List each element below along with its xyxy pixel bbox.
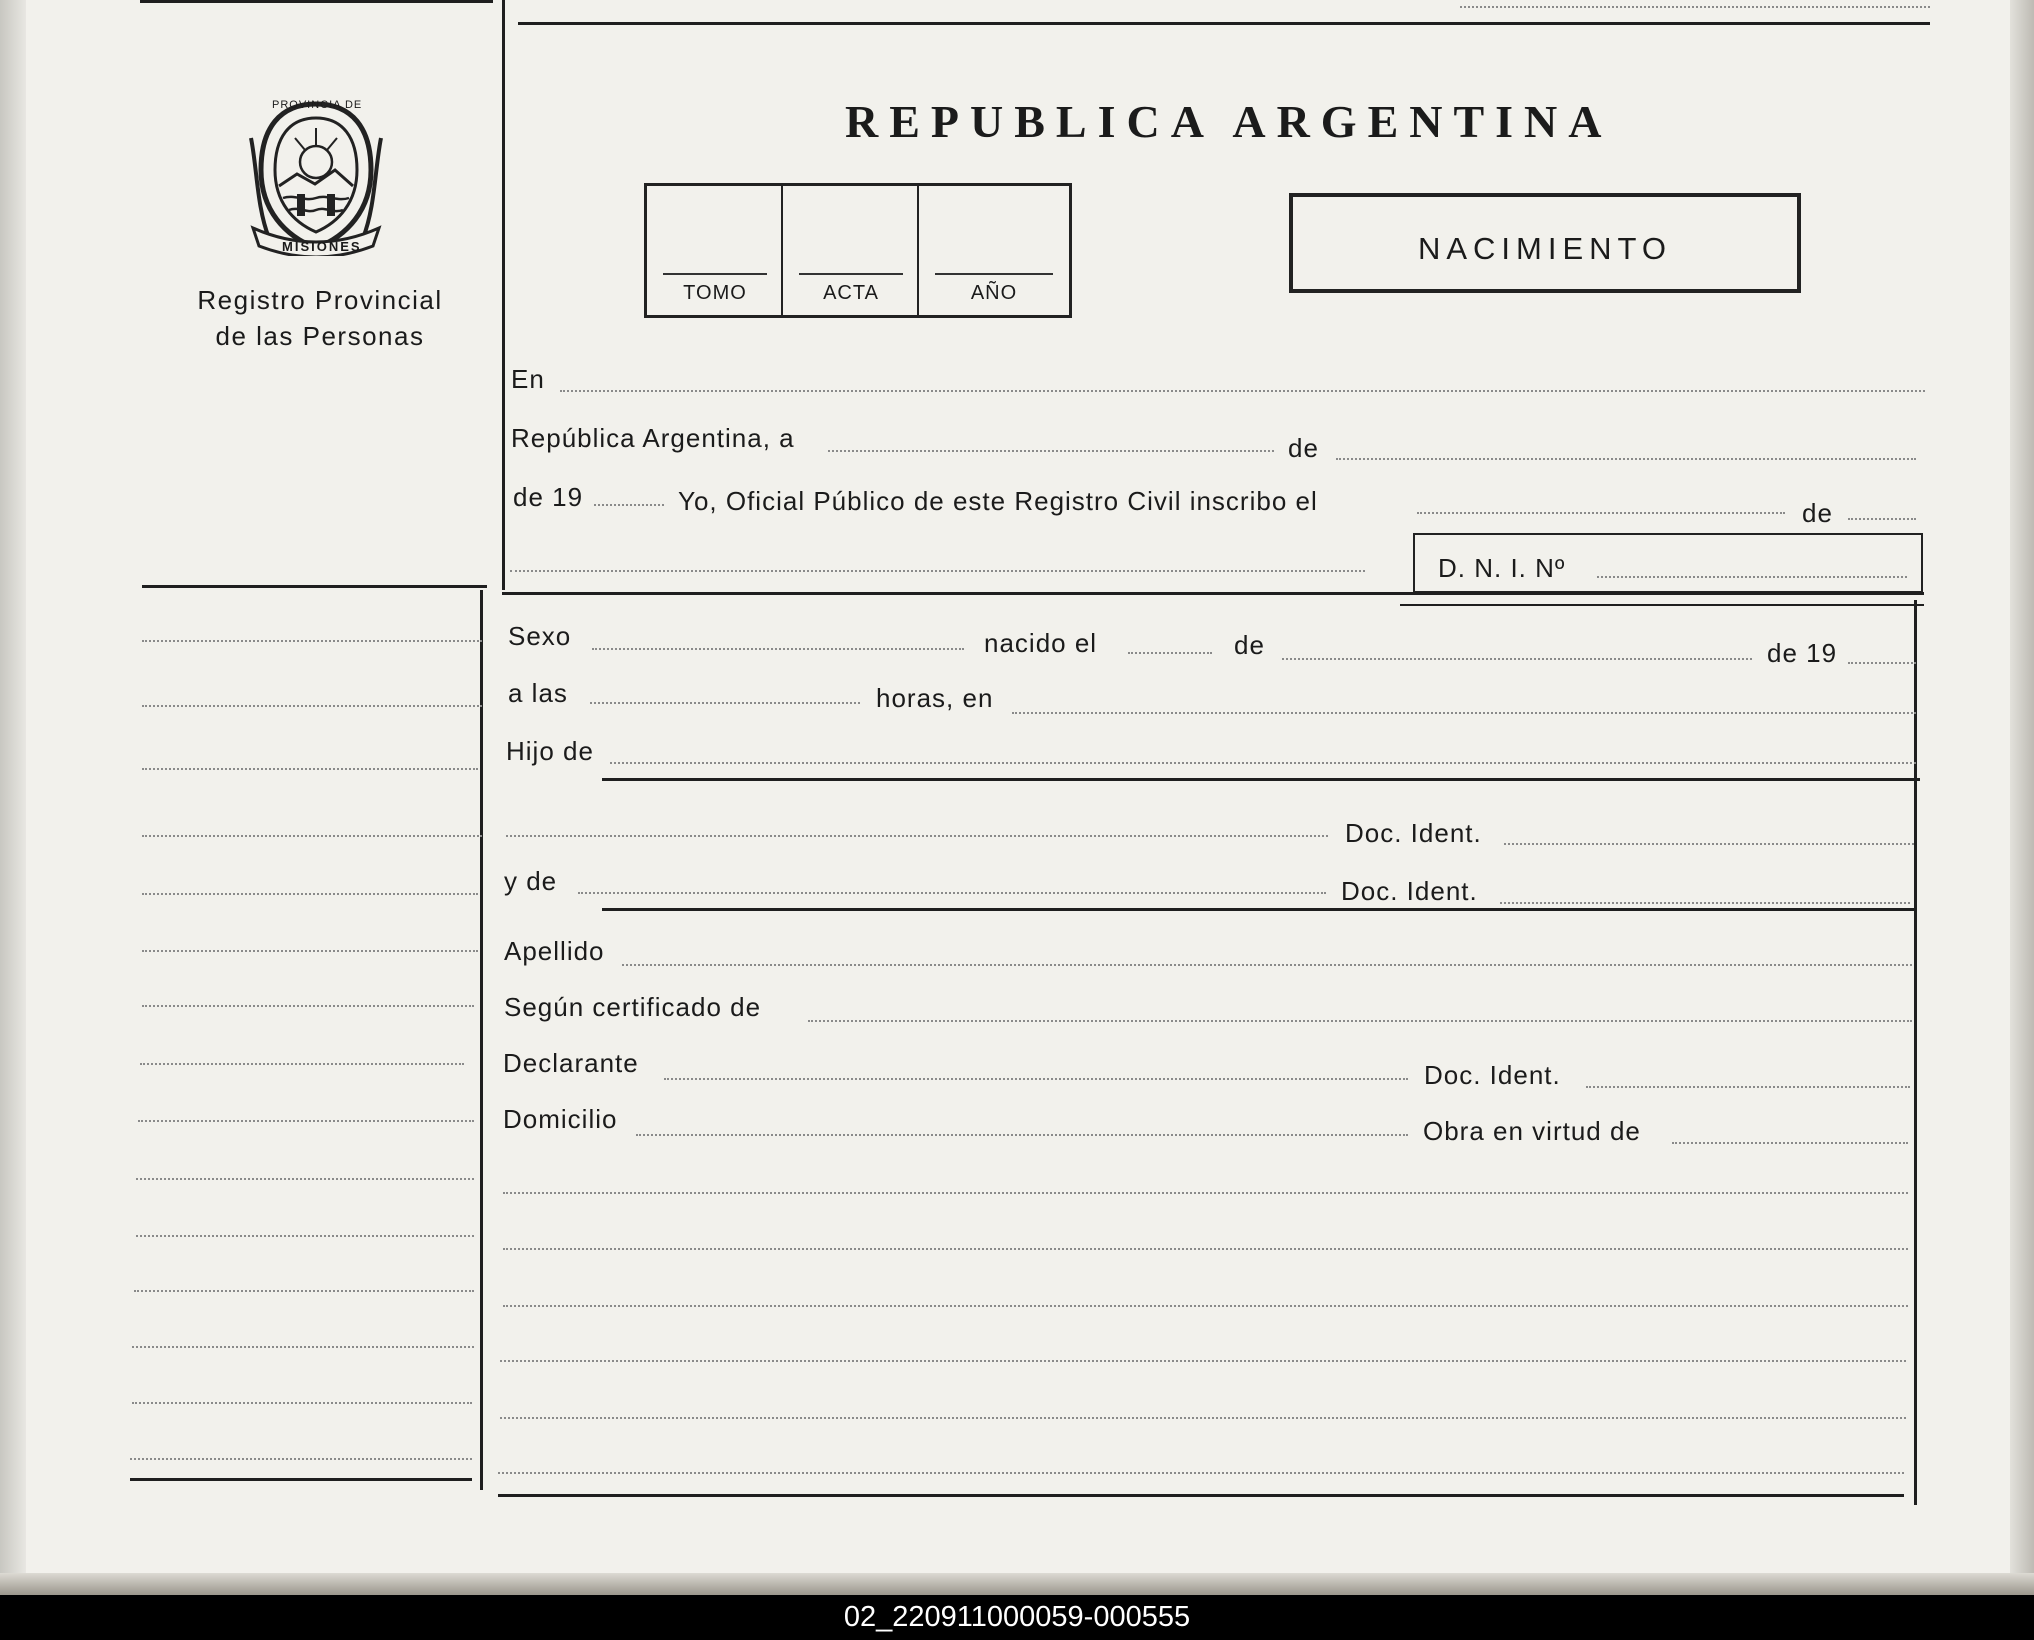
field-mother-doc[interactable] [1500,902,1910,904]
field-father-doc[interactable] [1504,843,1914,845]
field-certificado[interactable] [808,1020,1912,1022]
field-birth-month[interactable] [1282,658,1752,660]
country-title: REPUBLICA ARGENTINA [845,96,1613,147]
anio-line [935,273,1053,275]
field-month[interactable] [1336,458,1916,460]
page-edge [2010,0,2034,1595]
field-year[interactable] [594,504,664,506]
margin-line[interactable] [136,1235,474,1237]
label-de-3: de [1234,630,1265,660]
blank-line[interactable] [503,1192,1908,1194]
field-en[interactable] [560,390,1925,392]
field-dni[interactable] [1597,576,1907,578]
field-inscribo-de[interactable] [1848,518,1916,520]
field-obra-en-virtud[interactable] [1672,1142,1908,1144]
field-continuation[interactable] [510,570,1365,572]
tomo-cell [647,186,783,315]
image-caption: 02_220911000059-000555 [843,1601,1191,1633]
label-nacido-el: nacido el [984,628,1098,658]
field-hijo-de[interactable] [610,762,1916,764]
tomo-line [663,273,767,275]
label-de19-2: de 19 [1767,638,1838,668]
label-domicilio: Domicilio [503,1104,618,1134]
column-divider-upper [502,0,505,590]
label-yo-oficial: Yo, Oficial Público de este Registro Civil inscribo el [678,486,1318,516]
label-en: En [511,364,545,394]
margin-line[interactable] [134,1290,474,1292]
label-segun-certificado: Según certificado de [504,992,762,1022]
label-doc-ident: Doc. Ident. [1345,818,1482,848]
margin-line[interactable] [132,1346,474,1348]
binding-gutter [0,0,26,1595]
anio-cell [919,186,1069,315]
margin-line[interactable] [142,835,482,837]
issuer-line-2: de las Personas [215,321,425,351]
label-horas-en: horas, en [876,683,994,713]
page-bottom-edge [0,1573,2034,1595]
label-de19: de 19 [513,482,584,512]
label-obra-en-virtud: Obra en virtud de [1423,1116,1641,1146]
issuer-name [150,282,490,354]
label-doc-ident-3: Doc. Ident. [1424,1060,1561,1090]
field-sexo[interactable] [592,648,964,650]
label-de: de [1288,433,1319,463]
margin-line[interactable] [140,1063,464,1065]
misiones-coat-of-arms [245,98,387,256]
top-dotted-line [1460,6,1930,8]
field-declarante[interactable] [664,1078,1408,1080]
margin-line[interactable] [142,768,478,770]
bottom-rule [498,1494,1904,1497]
y-de-rule [602,908,1916,911]
field-birth-day[interactable] [1128,652,1212,654]
act-type-box [1289,193,1801,293]
label-sexo: Sexo [508,621,572,651]
field-domicilio[interactable] [636,1134,1408,1136]
margin-line[interactable] [142,893,478,895]
section-rule [502,592,1924,595]
acta-cell [783,186,919,315]
margin-line[interactable] [142,950,478,952]
label-dni: D. N. I. Nº [1438,553,1566,583]
blank-line[interactable] [498,1472,1904,1474]
margin-line[interactable] [136,1178,474,1180]
acta-line [799,273,903,275]
field-apellido[interactable] [622,964,1912,966]
tomo-label: TOMO [683,282,747,304]
label-hijo-de: Hijo de [506,736,594,766]
issuer-line-1: Registro Provincial [197,285,443,315]
section-rule-thin [1400,604,1924,606]
seal-top-text: PROVINCIA DE [272,99,363,111]
anio-label: AÑO [970,282,1018,304]
hijo-rule [602,778,1920,781]
top-rule-right [518,22,1930,25]
margin-line[interactable] [142,1005,474,1007]
label-declarante: Declarante [503,1048,639,1078]
field-birth-year[interactable] [1848,662,1916,664]
label-apellido: Apellido [504,936,605,966]
field-mother-name[interactable] [578,892,1326,894]
field-father-name[interactable] [506,835,1328,837]
margin-line[interactable] [142,640,482,642]
label-republica: República Argentina, a [511,423,795,453]
blank-line[interactable] [500,1360,1906,1362]
field-day[interactable] [828,450,1274,452]
column-divider-lower [480,590,483,1490]
field-birth-place[interactable] [1012,712,1916,714]
label-de-2: de [1802,498,1833,528]
registry-table [644,183,1072,318]
act-type-label: NACIMIENTO [1417,231,1673,266]
margin-rule-bottom [130,1478,472,1481]
field-hora[interactable] [590,702,860,704]
blank-line[interactable] [503,1305,1908,1307]
acta-label: ACTA [823,282,879,304]
label-doc-ident-2: Doc. Ident. [1341,876,1478,906]
blank-line[interactable] [503,1248,1908,1250]
field-inscribo-el[interactable] [1417,512,1785,514]
margin-line[interactable] [130,1458,472,1460]
margin-line[interactable] [132,1402,472,1404]
field-declarante-doc[interactable] [1586,1086,1910,1088]
margin-line[interactable] [138,1120,474,1122]
blank-line[interactable] [500,1417,1906,1419]
seal-bottom-text: MISIONES [282,239,362,254]
top-rule-left [140,0,493,3]
label-y-de: y de [504,866,558,896]
margin-line[interactable] [142,705,482,707]
margin-rule-top [142,585,487,588]
label-a-las: a las [508,678,568,708]
right-border [1914,600,1917,1505]
